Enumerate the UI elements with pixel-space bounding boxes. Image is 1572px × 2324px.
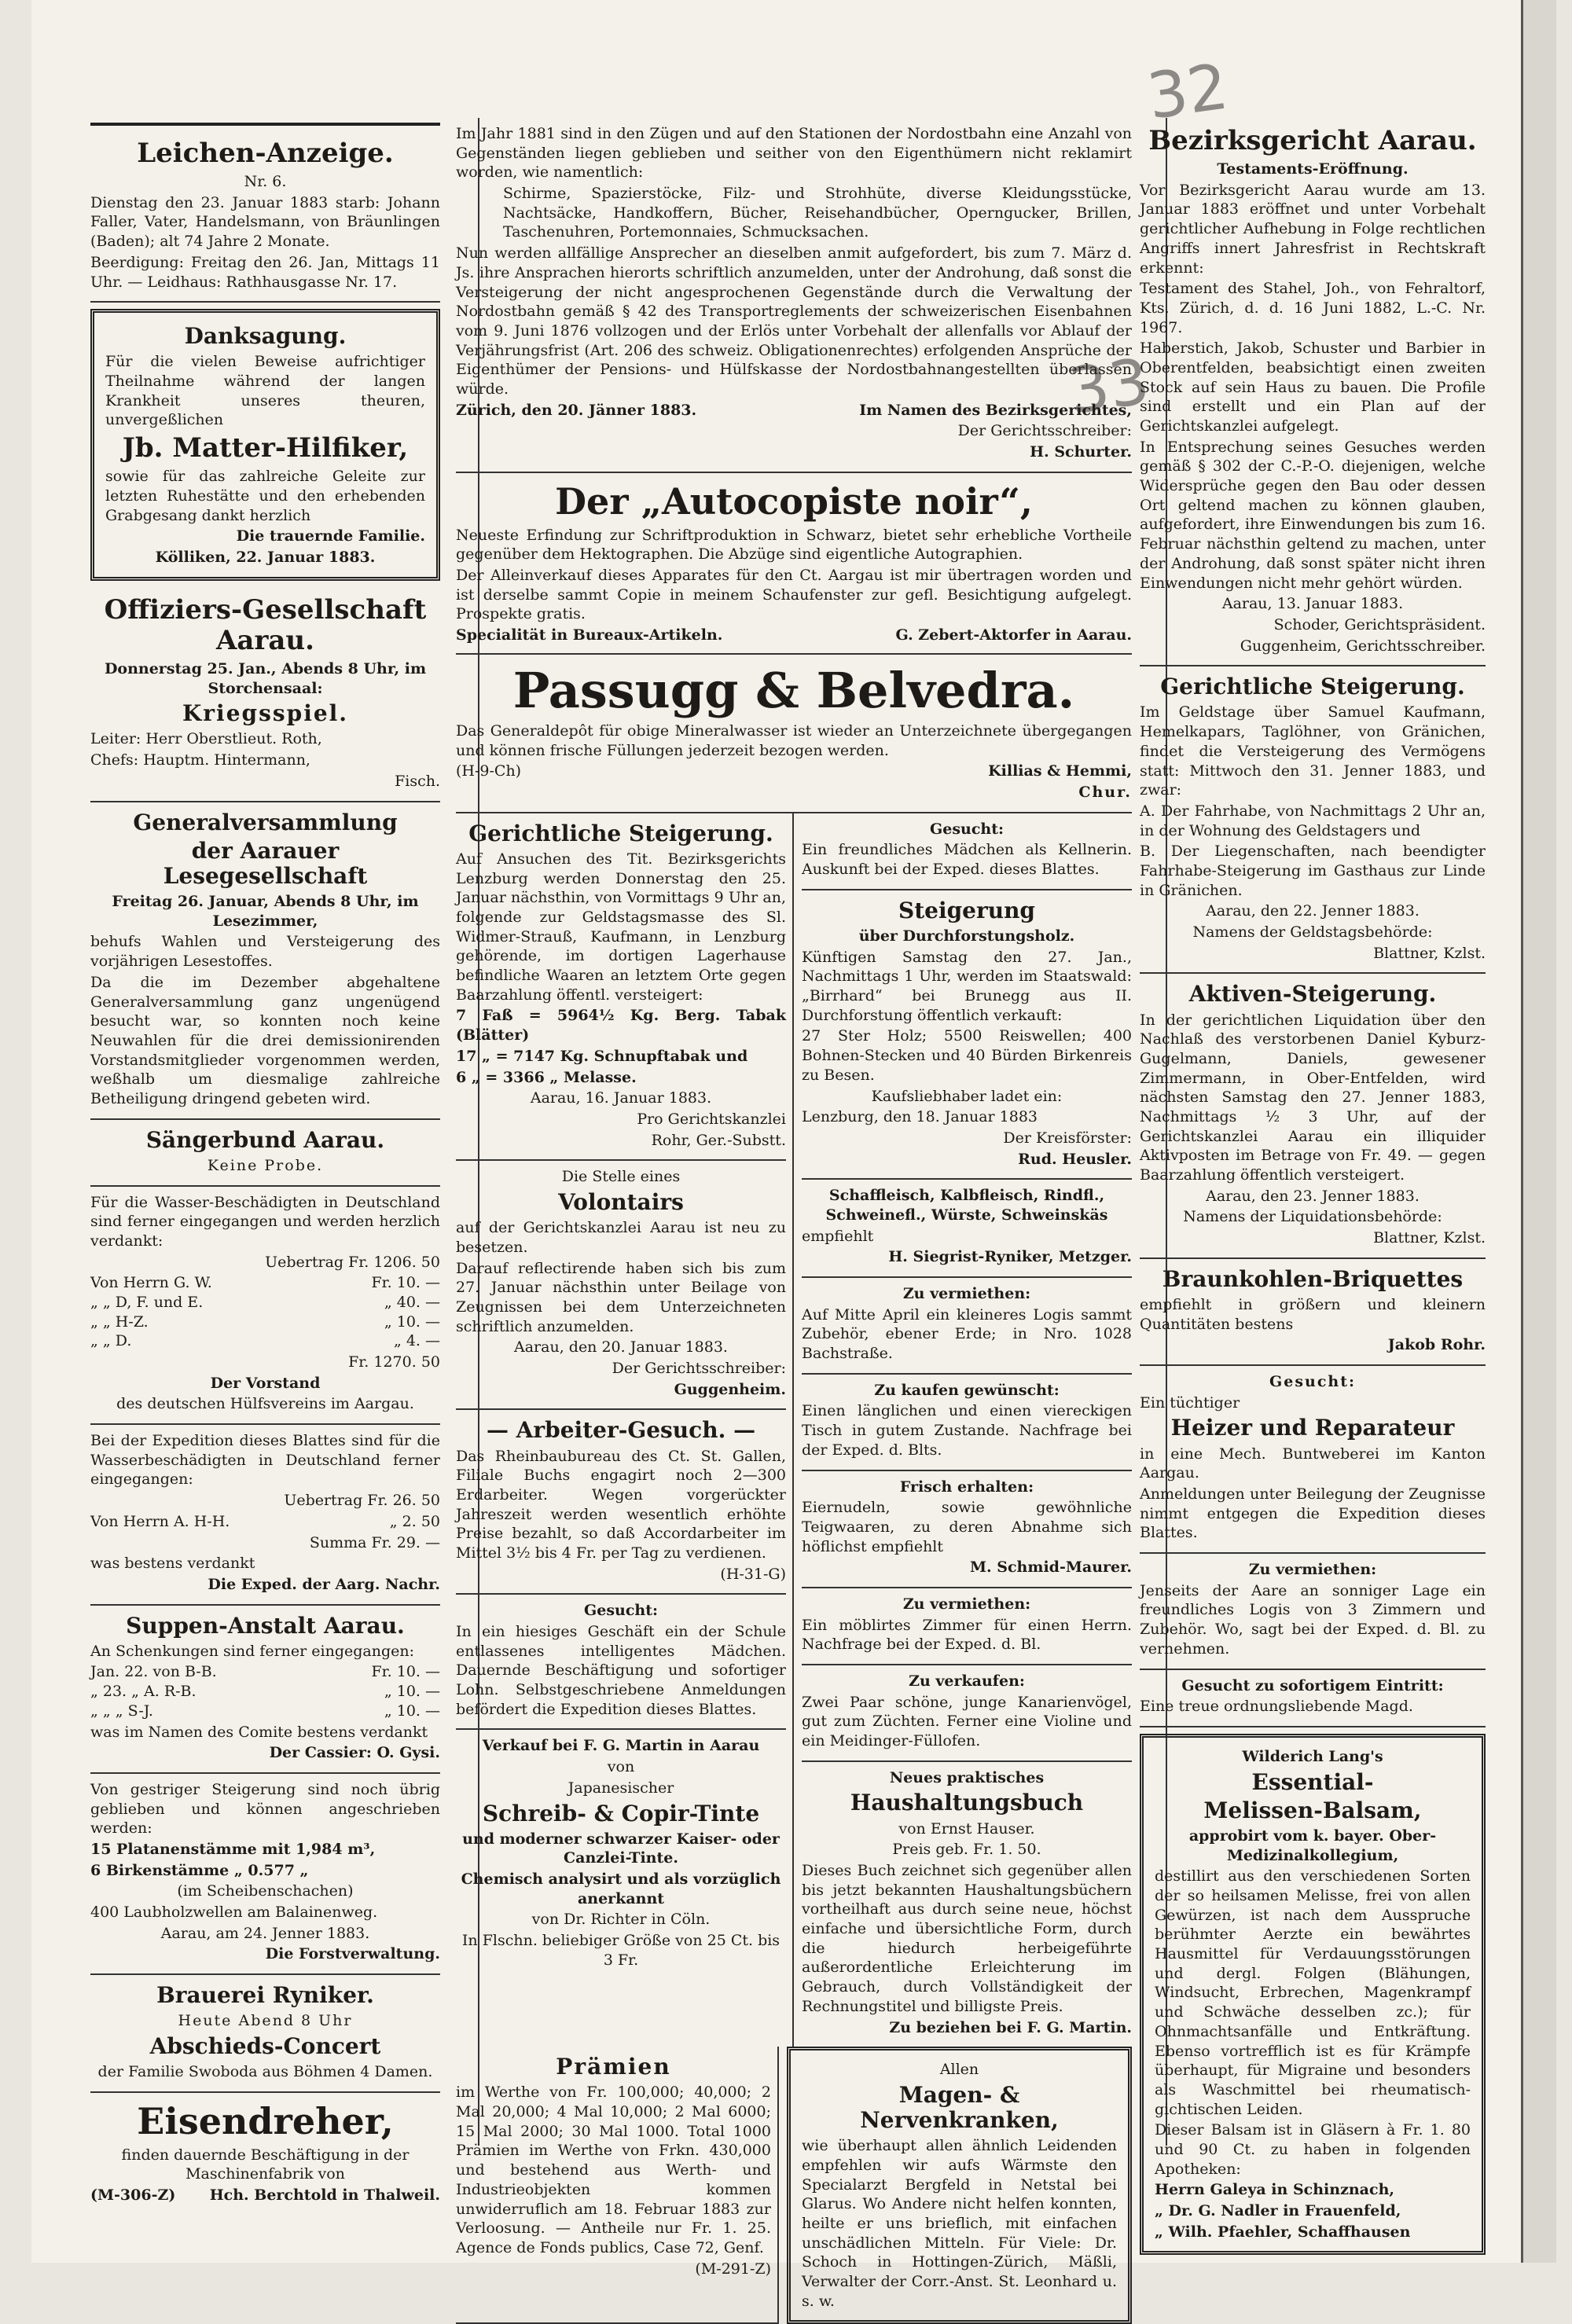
ad-title: Gesucht zu sofortigem Eintritt: (1181, 1676, 1444, 1694)
donation-cell: „ „ D. (90, 1332, 132, 1350)
mineral-water-ad: Passugg & Belvedra. Das Generaldepôt für obige Mineralwasser ist wieder an Unterzeichnete übergegangen und können frische Füllungen jederzeit bezogen werden. (H-9-Ch) Killias & Hemmi, Chur. (456, 655, 1132, 813)
lodging-ad: Zu vermiethen: Auf Mitte April ein kleineres Logis sammt Zubehör, ebener Erde; in Nro. 1028 Bachstraße. (802, 1278, 1132, 1375)
middle-bottom (456, 2047, 1132, 2324)
ad-title: — Arbeiter-Gesuch. — (486, 1417, 756, 1444)
donation-cell: Fr. 10. — (371, 1663, 440, 1681)
death-notice: Leichen-Anzeige. Nr. 6. Dienstag den 23. Januar 1883 starb: Johann Faller, Vater, Handelsmann, von Bräunlingen (Baden); alt 74 Jahre 2 Monate. Beerdigung: Freitag den 26. Jan, Mittags 11 Uhr. — Leidhaus: Rathhausgasse Nr. 17. (90, 130, 440, 303)
railway-lost-items-notice: Im Jahr 1881 sind in den Zügen und auf den Stationen der Nordostbahn eine Anzahl von Gegenständen liegen geblieben und seither von den Eigenthümern nicht reklamirt worden, wie namentlich: Schirme, Spazierstöcke, Filz- und Strohhüte, diverse Kleidungsstücke, Nachtsäcke, Handkoffern, Bücher, Reisehandbücher, Operngucker, Brillen, Taschenuhren, Portemonnaies, Schmucksachen. Nun werden allfällige Ansprecher an dieselben anmit aufgefordert, bis zum 7. März d. Js. ihre Ansprachen hierorts schriftlich anzumelden, unter der Androhung, daß sonst die Versteigerung der nicht angesprochenen Gegenstände durch die Verwaltung der Nordostbahn gemäß § 42 des Transportreglements der schweizerischen Eisenbahnen vom 9. Juni 1876 vollzogen und der Erlös unter Vorbehalt der allenfalls vor Ablauf der Verjährungsfrist (Art. 206 des schweiz. Obligationenrechtes) erfolgenden Ansprüche der Eigenthümer der Pensions- und Hülfskasse der Nordostbahnangestellten überlassen würde. Zürich, den 20. Jänner 1883. Im Namen des Bezirksgerichtes, Der Gerichtsschreiber: H. Schurter. (456, 118, 1132, 473)
donation-cell: „ „ „ S-J. (90, 1702, 153, 1720)
subcolumn-right (802, 813, 1132, 2047)
workers-wanted-ad: — Arbeiter-Gesuch. — Das Rheinbaubureau des Ct. St. Gallen, Filiale Buchs engagirt noch 2—300 Erdarbeiter. Wegen vorgerückter Jahreszeit werden wesentlich erhöhte Preise bezahlt, so daß Accordarbeiter im Mittel 3½ bis 4 Fr. per Tag zu verdienen. (H-31-G) (456, 1410, 786, 1595)
ad-title: Zu kaufen gewünscht: (874, 1381, 1060, 1399)
ad-title: Sängerbund Aarau. (145, 1126, 385, 1153)
ad-title: Suppen-Anstalt Aarau. (126, 1612, 405, 1639)
donation-rows (90, 1662, 440, 1720)
donation-cell: „ 40. — (384, 1293, 440, 1311)
soup-kitchen-notice: Suppen-Anstalt Aarau. An Schenkungen sind ferner eingegangen: Jan. 22. von B-B. Fr. 10. — „ 23. „ A. R-B. „ 10. — „ „ „ S-J. „ 10. — was im Namen des Comite bestens verdankt Der Cassier: O. Gysi. (90, 1606, 440, 1774)
middle-subcolumns (456, 813, 1132, 2047)
waitress-wanted-ad: Gesucht: Ein freundliches Mädchen als Kellnerin. Auskunft bei der Exped. dieses Blattes. (802, 813, 1132, 890)
ad-title: Generalversammlung (133, 809, 398, 835)
lottery-prizes-ad: Prämien im Werthe von Fr. 100,000; 40,000; 2 Mal 20,000; 4 Mal 10,000; 2 Mal 6000; 15 Mal 2000; 30 Mal 1000. Total 1000 Prämien im Werthe von Frkn. 430,000 und bestehend aus Werth- und Industrieobjekten kommen unwiderruflich am 18. Februar 1883 zur Verloosung. — Antheile nur Fr. 1. 25. Agence de Fonds publics, Case 72, Genf. (M-291-Z) (456, 2047, 779, 2324)
donation-row (90, 1331, 440, 1351)
ad-title: Braunkohlen-Briquettes (1162, 1265, 1464, 1292)
column-left (90, 118, 440, 2213)
donation-cell: Von Herrn G. W. (90, 1274, 212, 1292)
ad-title: Haushaltungsbuch (850, 1790, 1084, 1816)
donation-cell: „ „ D, F. und E. (90, 1293, 204, 1311)
ad-title: Gesucht: (584, 1602, 658, 1620)
ad-title: Gerichtliche Steigerung. (1160, 674, 1465, 700)
general-assembly-notice: Generalversammlung der Aarauer Lesegesellschaft Freitag 26. Januar, Abends 8 Uhr, im Lesezimmer, behufs Wahlen und Versteigerung des vorjährigen Lesestoffes. Da die im Dezember abgehaltene Generalversammlung ganz ungenügend besucht war, so konnten noch keine Neuwahlen für die drei demissionirenden Vorstandsmitglieder vorgenommen werden, weßhalb um diesmalige zahlreiche Betheiligung dringend gebeten wird. (90, 802, 440, 1120)
column-middle (456, 118, 1132, 2324)
donation-cell: „ 4. — (393, 1332, 440, 1350)
donation-row (90, 1702, 440, 1721)
officers-society-notice: Offiziers-Gesellschaft Aarau. Donnerstag 25. Jan., Abends 8 Uhr, im Storchensaal: Kriegsspiel. Leiter: Herr Oberstlieut. Roth, Chefs: Hauptm. Hintermann, Fisch. (90, 587, 440, 802)
stomach-doctor-ad: Allen Magen- & Nervenkranken, wie überhaupt allen ähnlich Leidenden empfehlen wir aufs Wärmste den Specialarzt Bergfeld in Netstal bei Glarus. Wo Andere nicht helfen konnten, heilte er uns brieflich, mit einfachen unschädlichen Mitteln. Für Viele: Dr. Schoch in Hottingen-Zürich, Mäßli, Verwalter der Corr.-Anst. St. Leonhard u. s. w. (787, 2047, 1132, 2324)
donation-row (90, 1273, 440, 1293)
ad-title: Leichen-Anzeige. (137, 138, 394, 169)
district-court-notice: Bezirksgericht Aarau. Testaments-Eröffnung. Vor Bezirksgericht Aarau wurde am 13. Januar 1883 eröffnet und unter Vorbehalt gerichtlicher Aufhebung in Folge rechtlichen Angriffs innert Jahresfrist in Rechtskraft erkennt: Testament des Stahel, Joh., von Fehraltorf, Kts. Zürich, d. d. 16 Juni 1882, L.-C. Nr. 1967. Haberstich, Jakob, Schuster und Barbier in Oberentfelden, beabsichtigt einen zweiten Stock auf sein Haus zu bauen. Die Profile sind erstellt und ein Plan auf der Gerichtskanzlei aufgelegt. In Entsprechung seines Gesuches werden gemäß § 302 der C.-P.-O. diejenigen, welche Widersprüche gegen den Bau oder dessen Ort geltend machen zu können glauben, aufgefordert, ihre Einwendungen bis zum 16. Februar nächsthin geltend zu machen, unter der Androhung, daß sonst später nicht ihren Einwendungen nicht mehr gehört würden. Aarau, 13. Januar 1883. Schoder, Gerichtspräsident. Guggenheim, Gerichtsschreiber. (1140, 118, 1486, 666)
volunteer-position-ad: Die Stelle eines Volontairs auf der Gerichtskanzlei Aarau ist neu zu besetzen. Darauf reflectirende haben sich bis zum 27. Januar nächsthin unter Beilage von Zeugnissen bei dem Unterzeichneten schriftlich anzumelden. Aarau, den 20. Januar 1883. Der Gerichtsschreiber: Guggenheim. (456, 1161, 786, 1410)
ad-title: Der „Autocopiste noir“, (555, 479, 1033, 523)
ad-title: Gesucht: (930, 820, 1004, 838)
forestry-notice: Von gestriger Steigerung sind noch übrig geblieben und können angeschrieben werden: 15 Platanenstämme mit 1,984 m³, 6 Birkenstämme „ 0.577 „ (im Scheibenschachen) 400 Laubholzwellen am Balainenweg. Aarau, am 24. Jenner 1883. Die Forstverwaltung. (90, 1774, 440, 1975)
donation-row (90, 1293, 440, 1313)
donation-row (90, 1313, 440, 1332)
ad-title: Danksagung. (184, 323, 347, 350)
donation-cell: „ 10. — (384, 1313, 440, 1331)
briquettes-ad: Braunkohlen-Briquettes empfiehlt in größern und kleinern Quantitäten bestens Jakob Rohr. (1140, 1259, 1486, 1366)
girl-wanted-ad: Gesucht: In ein hiesiges Geschäft ein der Schule entlassenes intelligentes Mädchen. Dauernde Beschäftigung und sofortiger Lohn. Selbstgeschriebene Anmeldungen befördert die Expedition dieses Blattes. (456, 1595, 786, 1730)
ad-title: Prämien (556, 2054, 671, 2080)
stoker-wanted-ad: Gesucht: Ein tüchtiger Heizer und Reparateur in eine Mech. Buntweberei im Kanton Aargau. Anmeldungen unter Beilegung der Zeugnisse nimmt entgegen die Expedition dieses Blattes. (1140, 1366, 1486, 1554)
balsam-ad: Wilderich Lang's Essential- Melissen-Balsam, approbirt vom k. bayer. Ober-Medizinalkollegium, destillirt aus den verschiedenen Sorten der so heilsamen Melisse, frei von allen Gewürzen, ist nach dem Ausspruche berühmter Aerzte ein bewährtes Hausmittel für Verdauungsstörungen und dergl. Folgen (Blähungen, Windsucht, Erbrechen, Magenkrampf und Schwäche desselben zc.); für Ohnmachtsanfälle und Entkräftung. Ebenso vortrefflich ist es für Krämpfe überhaupt, für Migraine und besonders als Waschmittel bei rheumatisch-gichtischen Leiden. Dieser Balsam ist in Gläsern à Fr. 1. 80 und 90 Ct. zu haben in folgenden Apotheken: Herrn Galeya in Schinznach, „ Dr. G. Nadler in Frauenfeld, „ Wilh. Pfaehler, Schaffhausen (1140, 1734, 1486, 2256)
ad-title: Frisch erhalten: (899, 1478, 1034, 1496)
maid-wanted-ad: Gesucht zu sofortigem Eintritt: Eine treue ordnungsliebende Magd. (1140, 1670, 1486, 1727)
lathe-operator-ad: Eisendreher, finden dauernde Beschäftigung in der Maschinenfabrik von (M-306-Z) Hch. Berchtold in Thalweil. (90, 2099, 440, 2205)
brewery-concert-ad: Brauerei Ryniker. Heute Abend 8 Uhr Abschieds-Concert der Familie Swoboda aus Böhmen 4 Damen. (90, 1975, 440, 2093)
ad-title: Zu vermiethen: (1248, 1561, 1377, 1579)
timber-auction-ad: Steigerung über Durchforstungsholz. Künftigen Samstag den 27. Jan., Nachmittags 1 Uhr, werden im Staatswald: „Birrhard“ bei Brunegg aus II. Durchforstung öffentlich verkauft: 27 Ster Holz; 5500 Reiswellen; 400 Bohnen-Stecken und 40 Bürden Birkenreis zu Besen. Kaufsliebhaber ladet ein: Lenzburg, den 18. Januar 1883 Der Kreisförster: Rud. Heusler. (802, 890, 1132, 1180)
ad-title: Zu vermiethen: (902, 1285, 1031, 1302)
donation-cell: „ 23. „ A. R-B. (90, 1683, 196, 1701)
ad-title: Schreib- & Copir-Tinte (482, 1800, 760, 1827)
ad-title: Gerichtliche Steigerung. (468, 820, 773, 846)
page-edge (1521, 0, 1556, 2263)
subcolumn-left (456, 813, 794, 2047)
ad-title: Magen- & Nervenkranken, (860, 2081, 1059, 2134)
ad-title: Eisendreher, (137, 2099, 394, 2142)
ad-title: Zu vermiethen: (902, 1595, 1031, 1613)
donation-cell: „ 10. — (384, 1683, 440, 1701)
choir-notice: Sängerbund Aarau. Keine Probe. (90, 1120, 440, 1187)
donation-row (90, 1682, 440, 1702)
donation-cell: „ 10. — (384, 1702, 440, 1720)
ad-title: Offiziers-Gesellschaft Aarau. (104, 593, 427, 656)
canaries-sale-ad: Zu verkaufen: Zwei Paar schöne, junge Kanarienvögel, gut zum Züchten. Ferner eine Violine und ein Meidinger-Füllofen. (802, 1665, 1132, 1762)
donation-row (90, 1662, 440, 1682)
ad-title: Volontairs (558, 1188, 684, 1215)
ink-ad: Verkauf bei F. G. Martin in Aarau von Japanesischer Schreib- & Copir-Tinte und moderner schwarzer Kaiser- oder Canzlei-Tinte. Chemisch analysirt und als vorzüglich anerkannt von Dr. Richter in Cöln. In Flschn. beliebiger Größe von 25 Ct. bis 3 Fr. (456, 1730, 786, 1979)
ad-title: Brauerei Ryniker. (156, 1982, 374, 2009)
donation-rows (90, 1273, 440, 1351)
autocopiste-ad: Der „Autocopiste noir“, Neueste Erfindung zur Schriftproduktion in Schwarz, bietet sehr erhebliche Vortheile gegenüber dem Hektographen. Die Abzüge sind eigentliche Autographien. Der Alleinverkauf dieses Apparates für den Ct. Aargau ist mir übertragen worden und ist derselbe sammt Copie in meinem Schaufenster zur gefl. Besichtigung aufgelegt. Prospekte gratis. Specialität in Bureaux-Artikeln. G. Zebert-Aktorfer in Aarau. (456, 473, 1132, 655)
ad-title: Aktiven-Steigerung. (1188, 981, 1437, 1008)
expedition-donations: Bei der Expedition dieses Blattes sind für die Wasserbeschädigten in Deutschland ferner eingegangen: Uebertrag Fr. 26. 50 Von Herrn A. H-H. „ 2. 50 Summa Fr. 29. — was bestens verdankt Die Exped. der Aarg. Nachr. (90, 1425, 440, 1606)
pencil-annotation: 33 (1064, 344, 1154, 428)
court-auction-ad: Gerichtliche Steigerung. Im Geldstage über Samuel Kaufmann, Hemelkapars, Taglöhner, von Gränichen, findet die Versteigerung des Vermögens statt: Mittwoch den 31. Jenner 1883, und zwar: A. Der Fahrhabe, von Nachmittags 2 Uhr an, in der Wohnung des Geldstagers und B. Der Liegenschaften, nach beendigter Fahrhabe-Steigerung im Gasthaus zur Linde in Gränichen. Aarau, den 22. Jenner 1883. Namens der Geldstagsbehörde: Blattner, Kzlst. (1140, 666, 1486, 974)
assets-auction-ad: Aktiven-Steigerung. In der gerichtlichen Liquidation über den Nachlaß des verstorbenen Daniel Kyburz-Gugelmann, Daniels, gewesener Zimmermann, in Ober-Entfelden, wird nächsten Samstag den 27. Jenner 1883, Nachmittags ½ 3 Uhr, auf der Gerichtskanzlei Aarau ein illiquider Aktivposten im Betrage von Fr. 49. — gegen Baarzahlung öffentlich versteigert. Aarau, den 23. Jenner 1883. Namens der Liquidationsbehörde: Blattner, Kzlst. (1140, 974, 1486, 1258)
donation-cell: „ „ H-Z. (90, 1313, 149, 1331)
court-auction-ad: Gerichtliche Steigerung. Auf Ansuchen des Tit. Bezirksgerichts Lenzburg werden Donnerstag den 25. Januar nächsthin, von Vormittags 9 Uhr an, folgende zur Geldstagsmasse des Sl. Widmer-Strauß, Kaufmann, in Lenzburg gehörende, im dortigen Lagerhause befindliche Waaren an letztem Orte gegen Baarzahlung öffentl. versteigert: 7 Faß = 5964½ Kg. Berg. Tabak (Blätter) 17 „ = 7147 Kg. Schnupftabak und 6 „ = 3366 „ Melasse. Aarau, 16. Januar 1883. Pro Gerichtskanzlei Rohr, Ger.-Substt. (456, 813, 786, 1162)
pencil-annotation: 32 (1143, 50, 1232, 134)
lodging-ad: Zu vermiethen: Jenseits der Aare an sonniger Lage ein freundliches Logis von 3 Zimmern und Zubehör. Wo, sagt bei der Exped. d. Bl. zu vernehmen. (1140, 1554, 1486, 1669)
donations-notice: Für die Wasser-Beschädigten in Deutschland sind ferner eingegangen und werden herzlich verdankt: Uebertrag Fr. 1206. 50 Von Herrn G. W. Fr. 10. — „ „ D, F. und E. „ 40. — „ „ H-Z. „ 10. — „ „ D. „ 4. — Fr. 1270. 50 Der Vorstand des deutschen Hülfsvereins im Aargau. (90, 1187, 440, 1426)
butcher-ad: Schaffleisch, Kalbfleisch, Rindfl., Schweinefl., Würste, Schweinskäs empfiehlt H. Siegrist-Ryniker, Metzger. (802, 1180, 1132, 1278)
ad-title: Passugg & Belvedra. (512, 661, 1075, 719)
household-book-ad: Neues praktisches Haushaltungsbuch von Ernst Hauser. Preis geb. Fr. 1. 50. Dieses Buch zeichnet sich gegenüber allen bis jetzt bekannten Haushaltungsbüchern vortheilhaft aus durch seine neue, höchst einfache und übersichtliche Form, durch die hiedurch herbeigeführte außerordentliche Erleichterung im Gebrauch, durch Vollständigkeit der Rechnungstitel und billigste Preis. Zu beziehen bei F. G. Martin. (802, 1768, 1132, 2036)
column-right (1140, 118, 1486, 2261)
ad-title: Heizer und Reparateur (1170, 1415, 1455, 1441)
noodles-ad: Frisch erhalten: Eiernudeln, sowie gewöhnliche Teigwaaren, zu deren Abnahme sich höflichst empfiehlt M. Schmid-Maurer. (802, 1471, 1132, 1588)
ad-title: Steigerung (898, 897, 1036, 923)
donation-cell: Jan. 22. von B-B. (90, 1663, 217, 1681)
room-rent-ad: Zu vermiethen: Ein möblirtes Zimmer für einen Herrn. Nachfrage bei der Exped. d. Bl. (802, 1588, 1132, 1665)
ad-title: Bezirksgericht Aarau. (1148, 125, 1477, 156)
table-wanted-ad: Zu kaufen gewünscht: Einen länglichen und einen viereckigen Tisch in gutem Zustande. Nachfrage bei der Exped. d. Blts. (802, 1375, 1132, 1471)
ad-title: Zu verkaufen: (909, 1672, 1025, 1690)
ad-title: Essential- (1251, 1768, 1374, 1795)
thanks-notice: Danksagung. Für die vielen Beweise aufrichtiger Theilnahme während der langen Krankheit unseres theuren, unvergeßlichen Jb. Matter-Hilfiker, sowie für das zahlreiche Geleite zur letzten Ruhestätte und den erhebenden Grabgesang dankt herzlich Die trauernde Familie. Kölliken, 22. Januar 1883. (90, 309, 440, 580)
donation-cell: Fr. 10. — (371, 1274, 440, 1292)
